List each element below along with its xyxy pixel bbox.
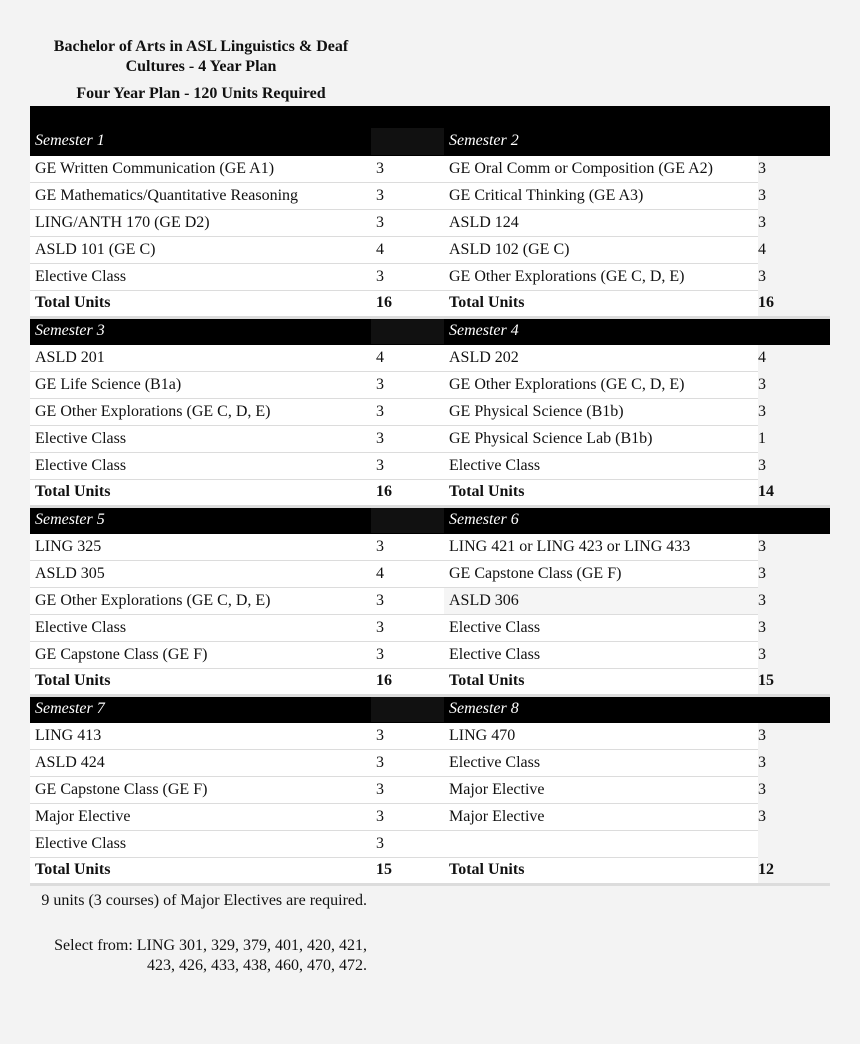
units-right: 3 xyxy=(758,776,830,803)
course-right: GE Other Explorations (GE C, D, E) xyxy=(444,371,758,398)
semester-header-left: Semester 1 xyxy=(30,128,371,155)
units-left: 4 xyxy=(371,344,444,371)
semester-header-left: Semester 5 xyxy=(30,506,371,533)
course-right: GE Oral Comm or Composition (GE A2) xyxy=(444,155,758,182)
header-gap xyxy=(758,128,830,155)
total-units-row xyxy=(30,857,830,884)
course-row xyxy=(30,830,830,857)
units-left: 3 xyxy=(371,182,444,209)
course-left: LING/ANTH 170 (GE D2) xyxy=(30,209,371,236)
four-year-plan-table xyxy=(30,128,830,886)
units-left: 3 xyxy=(371,749,444,776)
course-left: Major Elective xyxy=(30,803,371,830)
units-right: 3 xyxy=(758,209,830,236)
semester-header-left: Semester 7 xyxy=(30,695,371,722)
course-left: Elective Class xyxy=(30,425,371,452)
semester-header-row xyxy=(30,128,830,155)
course-right: GE Other Explorations (GE C, D, E) xyxy=(444,263,758,290)
units-left: 4 xyxy=(371,236,444,263)
course-row xyxy=(30,587,830,614)
course-left: LING 413 xyxy=(30,722,371,749)
course-row xyxy=(30,236,830,263)
total-units-right: 15 xyxy=(758,668,830,695)
total-units-left: 16 xyxy=(371,479,444,506)
units-right: 3 xyxy=(758,263,830,290)
units-right: 3 xyxy=(758,398,830,425)
course-left: ASLD 305 xyxy=(30,560,371,587)
units-left: 3 xyxy=(371,722,444,749)
plan-subtitle: Four Year Plan - 120 Units Required xyxy=(76,85,326,102)
course-row xyxy=(30,182,830,209)
units-right: 3 xyxy=(758,749,830,776)
units-left: 3 xyxy=(371,803,444,830)
semester-header-left: Semester 3 xyxy=(30,317,371,344)
course-left: Elective Class xyxy=(30,830,371,857)
course-row xyxy=(30,425,830,452)
units-left: 4 xyxy=(371,560,444,587)
units-left: 3 xyxy=(371,776,444,803)
course-right: Major Elective xyxy=(444,803,758,830)
course-left: GE Written Communication (GE A1) xyxy=(30,155,371,182)
total-units-left: 16 xyxy=(371,668,444,695)
units-left: 3 xyxy=(371,425,444,452)
course-right: ASLD 202 xyxy=(444,344,758,371)
units-right: 3 xyxy=(758,587,830,614)
total-units-left: 16 xyxy=(371,290,444,317)
course-right: ASLD 124 xyxy=(444,209,758,236)
course-left: GE Mathematics/Quantitative Reasoning xyxy=(30,182,371,209)
course-left: Elective Class xyxy=(30,263,371,290)
course-right: GE Critical Thinking (GE A3) xyxy=(444,182,758,209)
units-left: 3 xyxy=(371,209,444,236)
units-left: 3 xyxy=(371,398,444,425)
total-units-row xyxy=(30,479,830,506)
course-right: Elective Class xyxy=(444,614,758,641)
units-right: 3 xyxy=(758,452,830,479)
course-row xyxy=(30,263,830,290)
header-gap xyxy=(758,506,830,533)
units-right: 3 xyxy=(758,614,830,641)
course-left: GE Capstone Class (GE F) xyxy=(30,641,371,668)
course-left: ASLD 101 (GE C) xyxy=(30,236,371,263)
units-right: 3 xyxy=(758,641,830,668)
total-label-left: Total Units xyxy=(30,290,371,317)
units-right: 1 xyxy=(758,425,830,452)
course-row xyxy=(30,641,830,668)
course-row xyxy=(30,209,830,236)
units-left: 3 xyxy=(371,155,444,182)
total-units-right: 12 xyxy=(758,857,830,884)
course-left: GE Other Explorations (GE C, D, E) xyxy=(30,398,371,425)
course-right: Elective Class xyxy=(444,749,758,776)
header-units-spacer xyxy=(371,695,444,722)
course-right: Elective Class xyxy=(444,641,758,668)
units-left: 3 xyxy=(371,641,444,668)
total-label-left: Total Units xyxy=(30,479,371,506)
total-units-right: 14 xyxy=(758,479,830,506)
course-left: Elective Class xyxy=(30,452,371,479)
total-units-row xyxy=(30,668,830,695)
total-label-right: Total Units xyxy=(444,857,758,884)
course-left: GE Life Science (B1a) xyxy=(30,371,371,398)
semester-header-right: Semester 6 xyxy=(444,506,758,533)
select-from-note: Select from: LING 301, 329, 379, 401, 420, 421, 423, 426, 433, 438, 460, 470, 472. xyxy=(54,937,367,974)
course-row xyxy=(30,533,830,560)
semester-header-right: Semester 2 xyxy=(444,128,758,155)
course-left: Elective Class xyxy=(30,614,371,641)
course-row xyxy=(30,155,830,182)
course-left: ASLD 424 xyxy=(30,749,371,776)
units-right: 4 xyxy=(758,344,830,371)
course-left: GE Capstone Class (GE F) xyxy=(30,776,371,803)
course-right: Elective Class xyxy=(444,452,758,479)
course-right: GE Physical Science (B1b) xyxy=(444,398,758,425)
units-right: 3 xyxy=(758,371,830,398)
units-left: 3 xyxy=(371,587,444,614)
units-right: 3 xyxy=(758,722,830,749)
total-label-right: Total Units xyxy=(444,668,758,695)
units-left: 3 xyxy=(371,371,444,398)
page-title: Bachelor of Arts in ASL Linguistics & Deaf Cultures - 4 Year Plan xyxy=(53,38,349,75)
header-units-spacer xyxy=(371,317,444,344)
course-right: GE Capstone Class (GE F) xyxy=(444,560,758,587)
units-right: 4 xyxy=(758,236,830,263)
table-top-bar xyxy=(30,106,830,128)
course-left: GE Other Explorations (GE C, D, E) xyxy=(30,587,371,614)
course-row xyxy=(30,560,830,587)
total-units-right: 16 xyxy=(758,290,830,317)
course-row xyxy=(30,371,830,398)
course-right: ASLD 102 (GE C) xyxy=(444,236,758,263)
course-right xyxy=(444,830,758,857)
units-left: 3 xyxy=(371,830,444,857)
semester-header-right: Semester 4 xyxy=(444,317,758,344)
course-row xyxy=(30,614,830,641)
course-row xyxy=(30,749,830,776)
semester-header-right: Semester 8 xyxy=(444,695,758,722)
total-label-right: Total Units xyxy=(444,479,758,506)
units-left: 3 xyxy=(371,533,444,560)
header-gap xyxy=(758,695,830,722)
header-gap xyxy=(758,317,830,344)
units-left: 3 xyxy=(371,452,444,479)
course-right: GE Physical Science Lab (B1b) xyxy=(444,425,758,452)
units-right: 3 xyxy=(758,533,830,560)
course-right: LING 421 or LING 423 or LING 433 xyxy=(444,533,758,560)
course-right: LING 470 xyxy=(444,722,758,749)
total-units-row xyxy=(30,290,830,317)
course-row xyxy=(30,803,830,830)
units-left: 3 xyxy=(371,263,444,290)
header-units-spacer xyxy=(371,128,444,155)
units-right: 3 xyxy=(758,560,830,587)
course-left: LING 325 xyxy=(30,533,371,560)
total-units-left: 15 xyxy=(371,857,444,884)
semester-header-row xyxy=(30,506,830,533)
major-electives-note: 9 units (3 courses) of Major Electives are required. xyxy=(41,892,367,909)
course-row xyxy=(30,398,830,425)
units-left: 3 xyxy=(371,614,444,641)
course-row xyxy=(30,344,830,371)
semester-header-row xyxy=(30,317,830,344)
total-label-right: Total Units xyxy=(444,290,758,317)
course-right: ASLD 306 xyxy=(444,587,758,614)
units-right: 3 xyxy=(758,182,830,209)
semester-header-row xyxy=(30,695,830,722)
units-right: 3 xyxy=(758,155,830,182)
total-label-left: Total Units xyxy=(30,857,371,884)
course-right: Major Elective xyxy=(444,776,758,803)
units-right xyxy=(758,830,830,857)
course-left: ASLD 201 xyxy=(30,344,371,371)
header-units-spacer xyxy=(371,506,444,533)
course-row xyxy=(30,452,830,479)
total-label-left: Total Units xyxy=(30,668,371,695)
course-row xyxy=(30,776,830,803)
units-right: 3 xyxy=(758,803,830,830)
course-row xyxy=(30,722,830,749)
